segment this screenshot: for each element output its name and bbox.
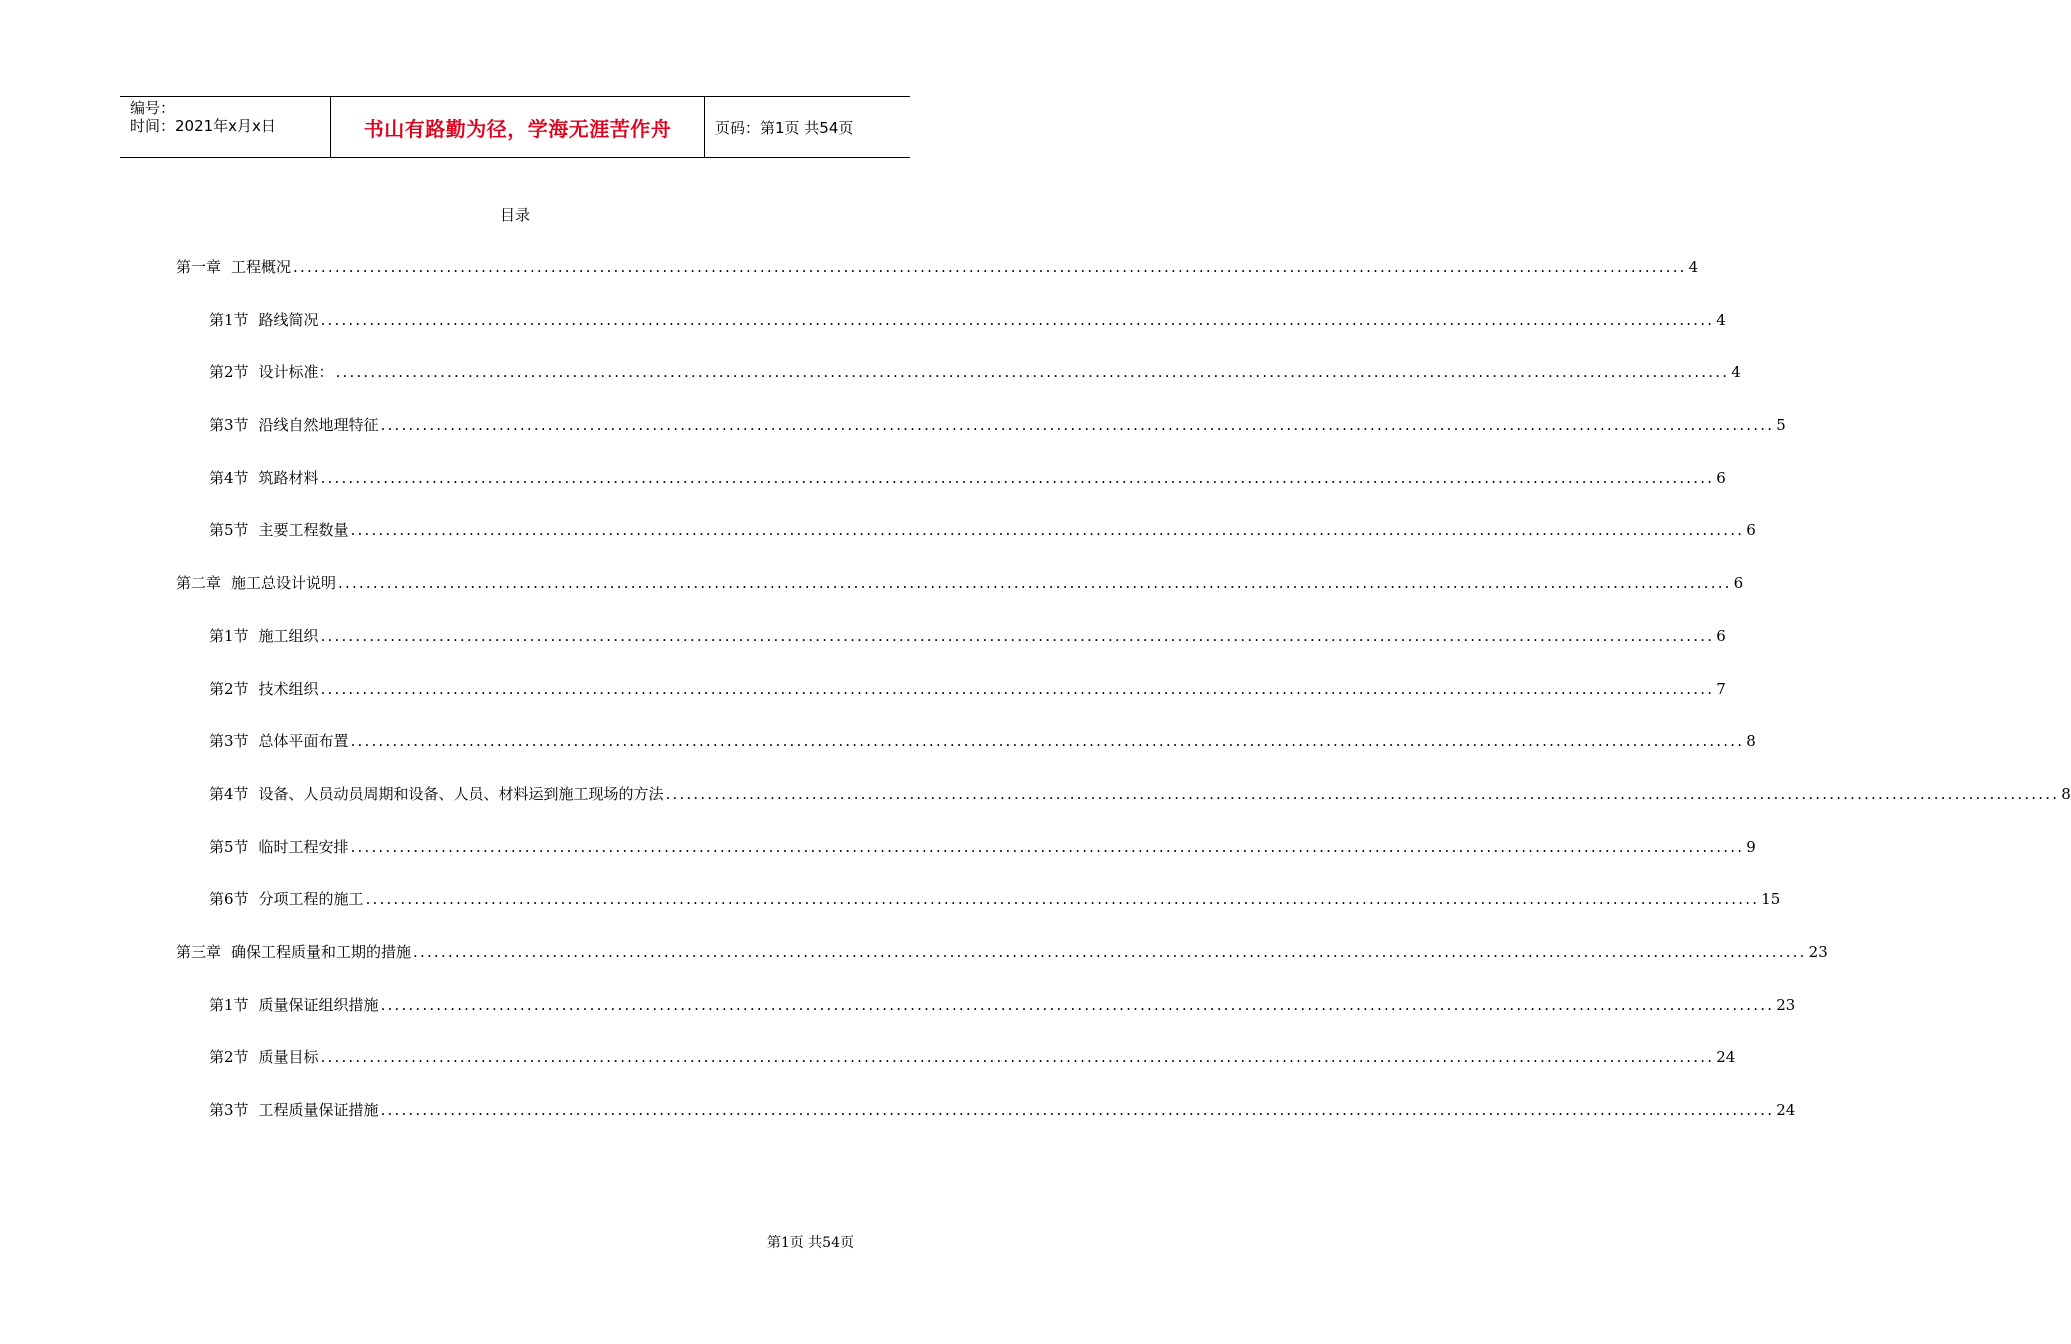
toc-entry[interactable] xyxy=(176,941,1828,994)
toc-entry-number: 第2节 xyxy=(209,1048,249,1067)
toc-entry[interactable] xyxy=(176,572,1744,625)
toc-entry-title: 设计标准： xyxy=(258,363,334,382)
toc-leader-dots: ........................................................................................................................................................................................................ xyxy=(338,574,1732,593)
toc-entry-number: 第1节 xyxy=(209,310,249,329)
toc-entry-number: 第2节 xyxy=(209,363,249,382)
toc-entry[interactable] xyxy=(176,1099,1796,1152)
toc-entry[interactable] xyxy=(176,414,1786,467)
toc-leader-dots: ........................................................................................................................................................................................................ xyxy=(320,1048,1715,1067)
toc-entry-page: 24 xyxy=(1716,1048,1736,1067)
header-meta xyxy=(120,97,331,157)
toc-entry-title: 质量目标 xyxy=(258,1048,319,1067)
toc-entry[interactable] xyxy=(176,467,1726,520)
toc-entry-number: 第二章 xyxy=(176,574,222,593)
toc-entry[interactable] xyxy=(176,625,1726,678)
toc-entry-title: 确保工程质量和工期的措施 xyxy=(231,942,412,961)
toc-entry-title: 工程概况 xyxy=(231,258,292,276)
code-label: 编号： xyxy=(130,99,176,117)
toc-leader-dots: ........................................................................................................................................................................................................ xyxy=(380,1101,1775,1119)
toc-entry[interactable] xyxy=(176,256,1699,309)
toc-entry-number: 第3节 xyxy=(209,1101,249,1119)
toc-entry-title: 施工组织 xyxy=(258,626,319,645)
toc-entry-title: 临时工程安排 xyxy=(258,837,349,856)
toc-entry-page: 4 xyxy=(1688,258,1699,276)
toc-entry-title: 技术组织 xyxy=(258,679,319,698)
toc-entry-title: 路线简况 xyxy=(258,310,319,329)
toc-leader-dots: ........................................................................................................................................................................................................ xyxy=(350,732,1745,751)
toc-entry-page: 6 xyxy=(1733,574,1744,593)
toc-entry-page: 6 xyxy=(1716,468,1726,487)
toc-entry-page: 8 xyxy=(2061,784,2071,803)
toc-leader-dots: ........................................................................................................................................................................................................ xyxy=(320,310,1715,329)
toc-entry-number: 第1节 xyxy=(209,626,249,645)
toc-entry-title: 沿线自然地理特征 xyxy=(258,416,379,435)
toc-entry-number: 第3节 xyxy=(209,416,249,435)
toc-entry-number: 第4节 xyxy=(209,784,249,803)
toc-title: 目录 xyxy=(499,206,530,224)
toc-entry[interactable] xyxy=(176,678,1726,731)
toc-entry-title: 筑路材料 xyxy=(258,468,319,487)
time-label: 时间：2021年x月x日 xyxy=(130,117,276,135)
toc-entry-title: 施工总设计说明 xyxy=(231,574,337,593)
toc-entry[interactable] xyxy=(176,1046,1736,1099)
toc-leader-dots: ........................................................................................................................................................................................................ xyxy=(293,258,1687,276)
toc-entry-page: 15 xyxy=(1761,890,1781,909)
toc-entry-page: 6 xyxy=(1716,626,1726,645)
toc-leader-dots: ........................................................................................................................................................................................................ xyxy=(335,363,1730,382)
toc-entry-page: 9 xyxy=(1746,837,1756,856)
toc-entry-page: 23 xyxy=(1808,942,1828,961)
toc-leader-dots: ........................................................................................................................................................................................................ xyxy=(350,837,1745,856)
toc-leader-dots: ........................................................................................................................................................................................................ xyxy=(320,468,1715,487)
toc-entry-page: 5 xyxy=(1776,416,1786,435)
toc-entry-page: 23 xyxy=(1776,995,1796,1014)
toc-entry-page: 8 xyxy=(1746,732,1756,751)
toc-entry-page: 4 xyxy=(1731,363,1741,382)
toc-entry-title: 主要工程数量 xyxy=(258,521,349,540)
toc-entry-page: 7 xyxy=(1716,679,1726,698)
header-page-label: 页码：第1页 共54页 xyxy=(715,118,854,137)
toc-entry[interactable] xyxy=(176,519,1756,572)
toc-leader-dots: ........................................................................................................................................................................................................ xyxy=(665,784,2060,803)
toc-entry-number: 第6节 xyxy=(209,890,249,909)
toc-entry-title: 质量保证组织措施 xyxy=(258,995,379,1014)
toc-entry-number: 第1节 xyxy=(209,995,249,1014)
toc-entry[interactable] xyxy=(176,309,1726,362)
toc-entry-number: 第3节 xyxy=(209,732,249,751)
toc-entry-page: 24 xyxy=(1776,1101,1796,1119)
toc-entry[interactable] xyxy=(176,730,1756,783)
toc-entry[interactable] xyxy=(176,783,2071,836)
toc-entry-page: 6 xyxy=(1746,521,1756,540)
toc-entry-number: 第一章 xyxy=(176,258,222,276)
toc-leader-dots: ........................................................................................................................................................................................................ xyxy=(413,942,1807,961)
toc-entry-number: 第5节 xyxy=(209,837,249,856)
toc-entry-title: 工程质量保证措施 xyxy=(258,1101,379,1119)
page-header xyxy=(120,96,910,158)
toc-leader-dots: ........................................................................................................................................................................................................ xyxy=(320,626,1715,645)
table-of-contents xyxy=(176,256,2071,1152)
toc-leader-dots: ........................................................................................................................................................................................................ xyxy=(320,679,1715,698)
toc-entry-title: 总体平面布置 xyxy=(258,732,349,751)
toc-entry-page: 4 xyxy=(1716,310,1726,329)
toc-leader-dots: ........................................................................................................................................................................................................ xyxy=(380,416,1775,435)
toc-entry-title: 设备、人员动员周期和设备、人员、材料运到施工现场的方法 xyxy=(258,784,664,803)
toc-entry[interactable] xyxy=(176,994,1796,1047)
toc-entry-number: 第5节 xyxy=(209,521,249,540)
toc-leader-dots: ........................................................................................................................................................................................................ xyxy=(365,890,1760,909)
header-motto: 书山有路勤为径，学海无涯苦作舟 xyxy=(331,97,705,157)
toc-entry-title: 分项工程的施工 xyxy=(258,890,364,909)
toc-entry[interactable] xyxy=(176,361,1741,414)
page-footer: 第1页 共54页 xyxy=(766,1235,854,1251)
toc-entry-number: 第2节 xyxy=(209,679,249,698)
toc-entry[interactable] xyxy=(176,836,1756,889)
toc-entry[interactable] xyxy=(176,888,1781,941)
toc-entry-number: 第三章 xyxy=(176,942,222,961)
toc-leader-dots: ........................................................................................................................................................................................................ xyxy=(350,521,1745,540)
toc-leader-dots: ........................................................................................................................................................................................................ xyxy=(380,995,1775,1014)
toc-entry-number: 第4节 xyxy=(209,468,249,487)
